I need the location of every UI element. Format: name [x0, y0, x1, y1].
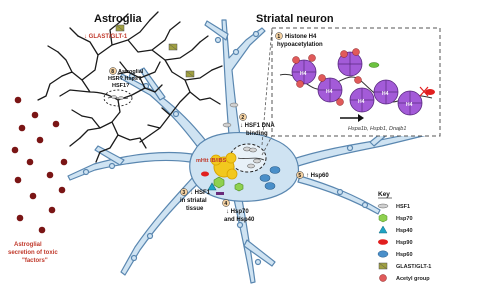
glast-icon: [116, 25, 124, 31]
hsp60-icon: [270, 167, 280, 174]
neuron-dendrite-down: [232, 188, 255, 283]
svg-text:H4: H4: [300, 71, 307, 77]
svg-text:secretion of toxic: secretion of toxic: [8, 250, 58, 256]
acetyl-icon: [380, 275, 387, 282]
mhtt-label: mHtt IB/IBS: [196, 158, 227, 164]
hsp60-icon: [260, 175, 270, 182]
key-label-hsp60: Hsp60: [396, 252, 413, 258]
hsp60-icon: [265, 183, 275, 190]
svg-text:1: 1: [277, 34, 281, 40]
svg-text:H4: H4: [382, 91, 389, 97]
svg-text:4: 4: [224, 201, 228, 207]
svg-text:3: 3: [182, 190, 186, 196]
key-label-hsp70: Hsp70: [396, 216, 413, 222]
inset-genes: Hspa1b, Hspb1, Dnajb1: [348, 126, 407, 132]
svg-text:binding: binding: [246, 131, 268, 137]
svg-text:8: 8: [111, 69, 115, 75]
svg-text:HSF1?: HSF1?: [112, 83, 130, 89]
astroglia-header: Astroglia: [94, 13, 142, 25]
svg-text:Astroglial: Astroglial: [14, 242, 42, 248]
striatal-hsf1-label: [180, 189, 211, 213]
toxic-secretion-label: [8, 242, 58, 264]
svg-text:↑ Hsp60: ↑ Hsp60: [306, 173, 329, 179]
svg-text:Histone H4: Histone H4: [285, 34, 317, 40]
key-label-hsf1: HSF1: [396, 204, 411, 210]
key-label-acetyl: Acetyl group: [396, 276, 430, 282]
svg-text:in striatal: in striatal: [180, 198, 207, 204]
glast-icon: [169, 44, 177, 50]
hsp70-icon: [235, 183, 243, 191]
neuron-dendrite-left: [68, 152, 192, 180]
toxic-factor-dots: [12, 97, 68, 234]
neuron-dendrite-upleft: [120, 74, 210, 150]
svg-text:5: 5: [298, 173, 302, 179]
striatal-neuron-header: Striatal neuron: [256, 13, 334, 25]
svg-text:H4: H4: [406, 102, 413, 108]
key-label-hsp40: Hsp40: [396, 228, 413, 234]
glast-icon: [379, 263, 387, 269]
svg-text:H4: H4: [326, 89, 333, 95]
svg-text:hypoacetylation: hypoacetylation: [277, 42, 323, 48]
hsp40-icon: [379, 226, 387, 233]
svg-text:Astroglial: Astroglial: [118, 69, 144, 75]
nucleosome: [350, 88, 374, 112]
key-title: Key: [378, 191, 390, 198]
hsp90-icon: [201, 172, 209, 177]
svg-text:tissue: tissue: [186, 206, 204, 212]
glast-label: ↓ GLAST/GLT-1: [84, 34, 128, 40]
glast-icon: [186, 71, 194, 77]
svg-text:↓ Hsp70: ↓ Hsp70: [226, 209, 249, 215]
svg-text:HSR? Hsps?: HSR? Hsps?: [108, 76, 142, 82]
svg-text:2: 2: [241, 115, 245, 121]
svg-text:↓ HSF1: ↓ HSF1: [190, 190, 211, 196]
legend: [378, 191, 431, 282]
hsp60-label: [297, 172, 330, 180]
key-label-glast: GLAST/GLT-1: [396, 264, 432, 270]
svg-text:"factors": "factors": [22, 258, 48, 264]
svg-text:↓ HSF1 DNA: ↓ HSF1 DNA: [240, 123, 275, 129]
key-label-hsp90: Hsp90: [396, 240, 413, 246]
svg-text:and Hsp40: and Hsp40: [224, 217, 255, 223]
hsp90-icon: [378, 239, 388, 245]
hsp70-icon: [379, 214, 387, 222]
nucleosome: [374, 80, 398, 104]
nucleosome: [398, 91, 422, 115]
hsp60-icon: [378, 251, 388, 257]
neuron-dendrite-right-c: [298, 176, 380, 214]
hsf1-icon: [378, 204, 388, 208]
svg-text:H4: H4: [358, 99, 365, 105]
